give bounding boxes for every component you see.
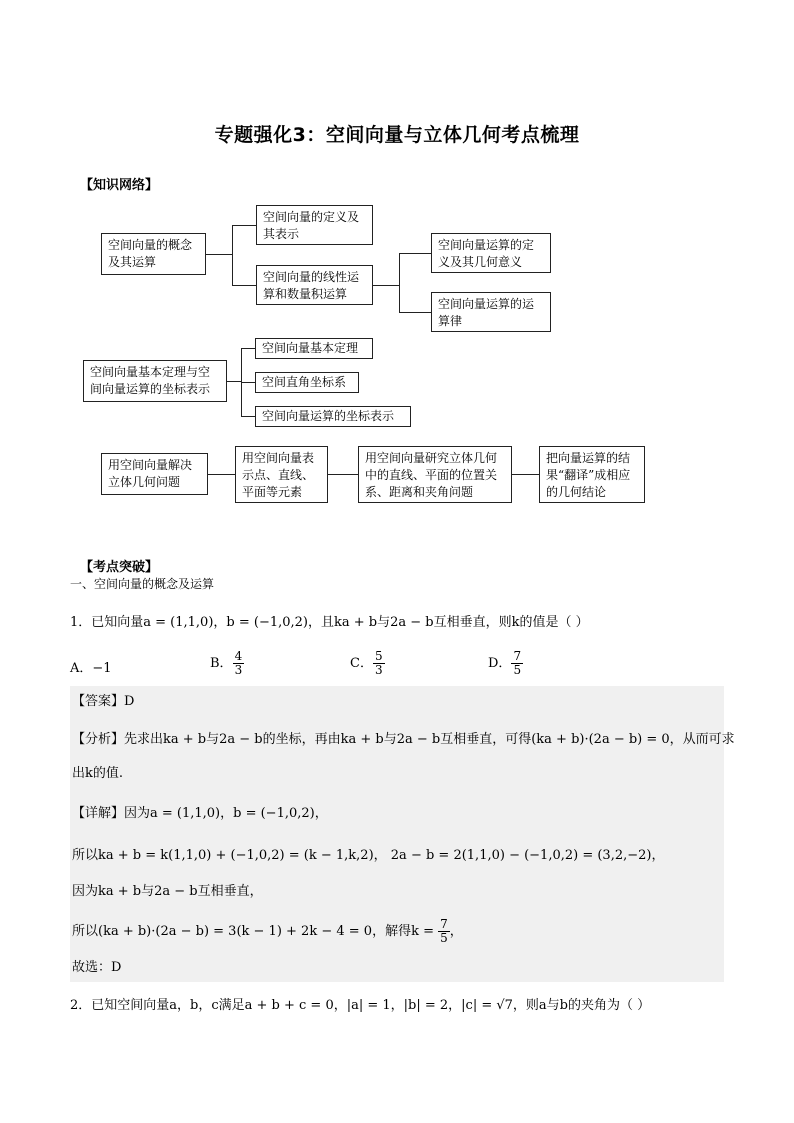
option-c bbox=[350, 650, 385, 677]
node-coordinate-system: 空间直角坐标系 bbox=[255, 372, 359, 393]
connector bbox=[399, 253, 431, 254]
node-ops-laws: 空间向量运算的运算律 bbox=[431, 292, 551, 332]
option-b-numerator: 4 bbox=[234, 649, 243, 663]
option-d-label: D． bbox=[488, 656, 512, 671]
connector bbox=[241, 382, 255, 383]
option-b-label: B． bbox=[210, 656, 233, 671]
node-basic-theorem-root: 空间向量基本定理与空间向量运算的坐标表示 bbox=[83, 360, 227, 402]
connector bbox=[373, 285, 399, 286]
node-represent-elements: 用空间向量表示点、直线、平面等元素 bbox=[235, 446, 328, 503]
analysis-line-2: 出k的值. bbox=[72, 766, 124, 781]
question-2-stem: 2．已知空间向量a，b，c满足a + b + c = 0，|a| = 1，|b| = 2，|c| = √7，则a与b的夹角为（ ） bbox=[70, 998, 651, 1013]
connector bbox=[328, 474, 358, 475]
connector bbox=[232, 225, 233, 285]
connector bbox=[512, 474, 539, 475]
detail-line-2: 所以ka + b = k(1,1,0) + (−1,0,2) = (k − 1,k,2)， 2a − b = 2(1,1,0) − (−1,0,2) = (3,2,−2)， bbox=[72, 848, 665, 863]
connector bbox=[241, 416, 255, 417]
question-1-stem: 1．已知向量a = (1,1,0)，b = (−1,0,2)，且ka + b与2a − b互相垂直，则k的值是（ ） bbox=[70, 615, 589, 630]
detail-line-1: 【详解】因为a = (1,1,0)，b = (−1,0,2)， bbox=[72, 806, 328, 821]
detail-line-4-end: ， bbox=[449, 924, 463, 939]
option-d-denominator: 5 bbox=[513, 663, 522, 677]
option-b-denominator: 3 bbox=[234, 663, 243, 677]
analysis-line-1: 【分析】先求出ka + b与2a − b的坐标，再由ka + b与2a − b互相垂直，可得(ka + b)·(2a − b) = 0，从而可求 bbox=[72, 732, 735, 747]
node-concept-root: 空间向量的概念及其运算 bbox=[101, 233, 206, 275]
node-ops-definition: 空间向量运算的定义及其几何意义 bbox=[431, 233, 551, 273]
k-numerator: 7 bbox=[440, 917, 448, 931]
connector bbox=[232, 285, 256, 286]
detail-line-4 bbox=[72, 918, 463, 945]
section-1-heading: 一、空间向量的概念及运算 bbox=[70, 577, 215, 591]
connector bbox=[227, 381, 241, 382]
option-c-denominator: 3 bbox=[374, 663, 383, 677]
detail-line-4-text: 所以(ka + b)·(2a − b) = 3(k − 1) + 2k − 4 = 0，解得k = bbox=[72, 924, 434, 939]
connector bbox=[241, 348, 255, 349]
option-b bbox=[210, 650, 244, 677]
breakthrough-heading: 【考点突破】 bbox=[80, 560, 159, 575]
node-solve-geometry: 用空间向量解决立体几何问题 bbox=[101, 453, 208, 495]
node-coordinate-ops: 空间向量运算的坐标表示 bbox=[255, 406, 411, 427]
option-a: A．−1 bbox=[70, 661, 112, 676]
node-definition: 空间向量的定义及其表示 bbox=[256, 205, 373, 245]
option-d bbox=[488, 650, 523, 677]
connector bbox=[208, 474, 235, 475]
page-title: 专题强化3：空间向量与立体几何考点梳理 bbox=[214, 124, 580, 146]
option-d-numerator: 7 bbox=[513, 649, 522, 663]
connector bbox=[399, 312, 431, 313]
connector bbox=[206, 254, 232, 255]
node-basic-theorem: 空间向量基本定理 bbox=[255, 338, 373, 359]
knowledge-network-heading: 【知识网络】 bbox=[80, 178, 159, 193]
node-translate-results: 把向量运算的结果“翻译”成相应的几何结论 bbox=[539, 446, 645, 503]
k-denominator: 5 bbox=[440, 931, 448, 945]
connector bbox=[399, 253, 400, 312]
node-linear-ops: 空间向量的线性运算和数量积运算 bbox=[256, 265, 373, 305]
option-c-numerator: 5 bbox=[374, 649, 383, 663]
detail-line-3: 因为ka + b与2a − b互相垂直， bbox=[72, 884, 263, 899]
connector bbox=[232, 225, 256, 226]
option-c-label: C． bbox=[350, 656, 373, 671]
choice-line: 故选：D bbox=[72, 960, 122, 975]
node-study-relations: 用空间向量研究立体几何中的直线、平面的位置关系、距离和夹角问题 bbox=[358, 446, 512, 503]
answer: 【答案】D bbox=[72, 694, 135, 709]
